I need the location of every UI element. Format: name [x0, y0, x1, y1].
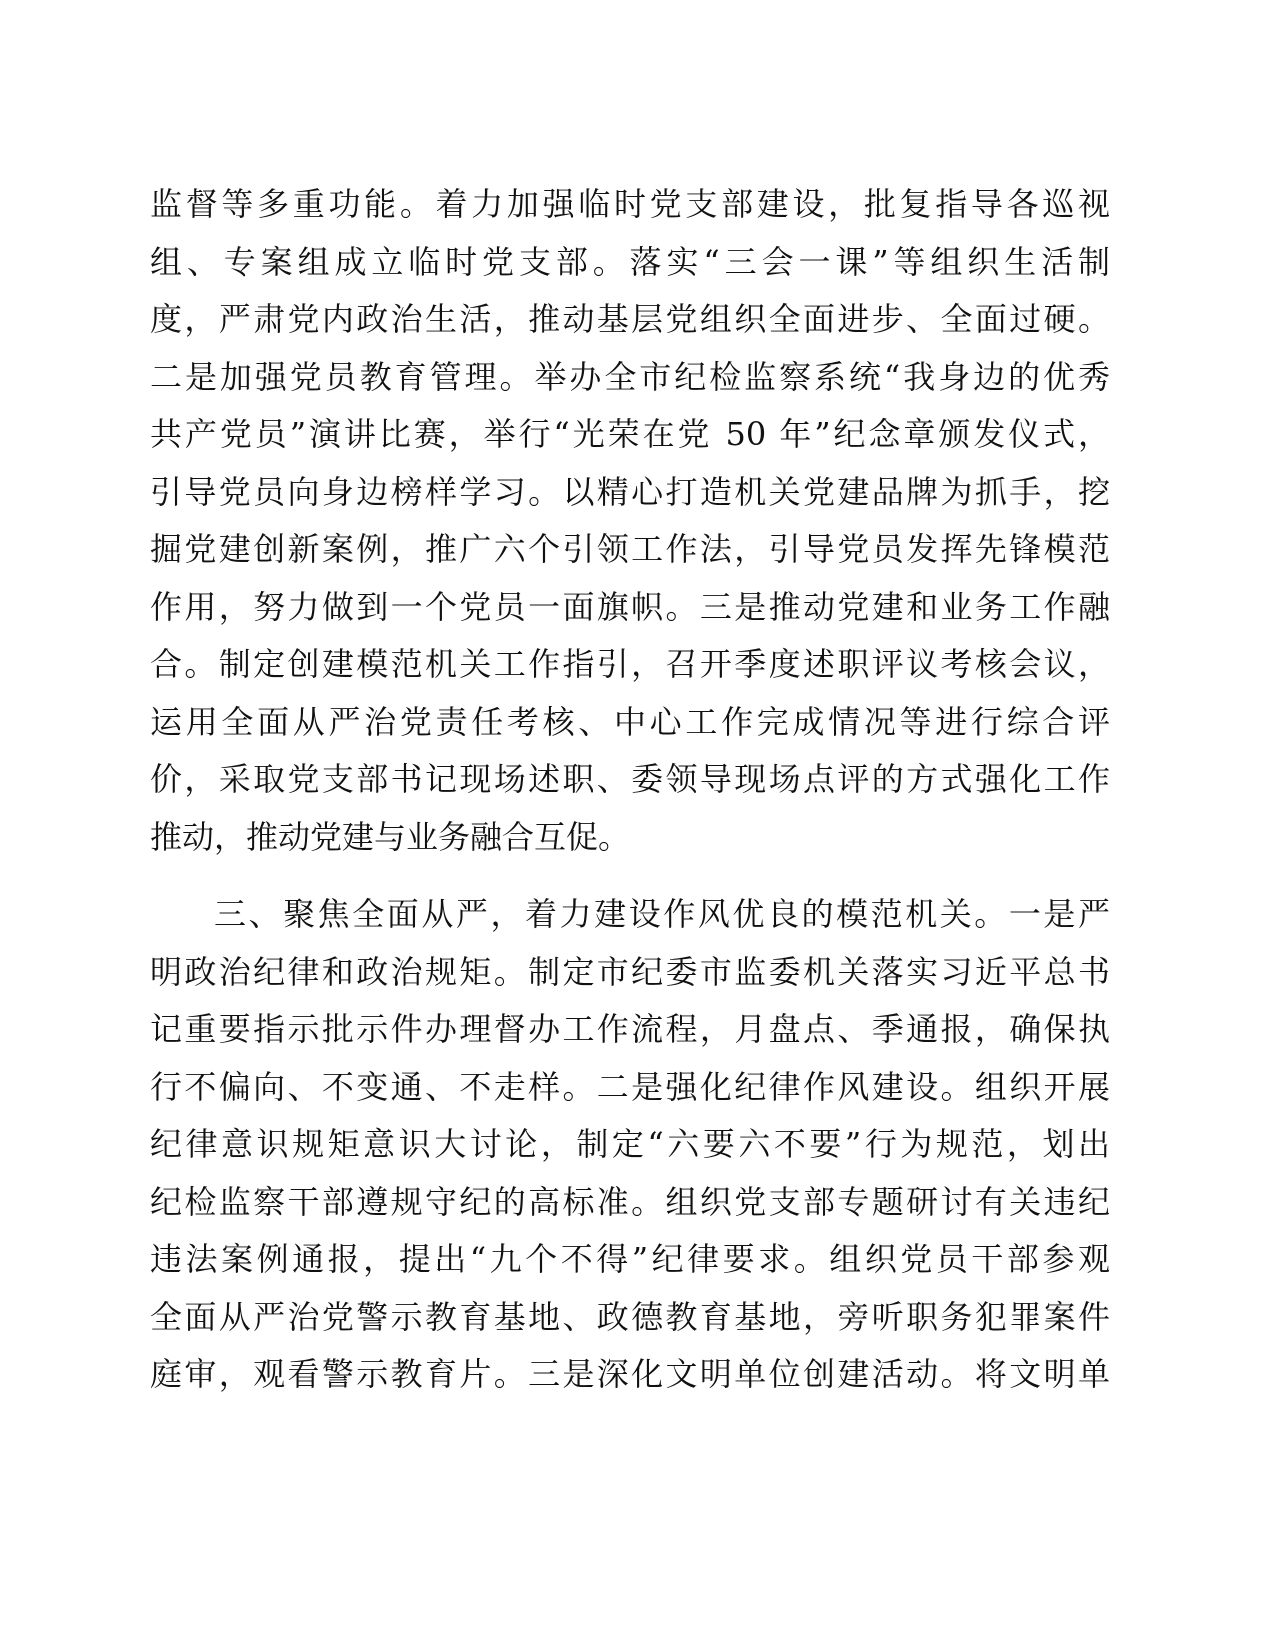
paragraph-party-education [150, 176, 1110, 866]
text-line: 推动，推动党建与业务融合互促。 [150, 817, 631, 856]
text-line: 度，严肃党内政治生活，推动基层党组织全面进步、全面过硬。 [150, 300, 1110, 338]
paragraph-section-three [150, 886, 1110, 1404]
text-line: 纪检监察干部遵规守纪的高标准。组织党支部专题研讨有关违纪 [150, 1182, 1110, 1221]
text-line: 明政治纪律和政治规矩。制定市纪委市监委机关落实习近平总书 [150, 952, 1110, 991]
text-line: 运用全面从严治党责任考核、中心工作完成情况等进行综合评 [150, 702, 1110, 741]
text-line: 庭审，观看警示教育片。三是深化文明单位创建活动。将文明单 [150, 1355, 1110, 1393]
text-line: 组、专案组成立临时党支部。落实“三会一课”等组织生活制 [150, 242, 1110, 281]
section-heading-line: 三、聚焦全面从严，着力建设作风优良的模范机关。一是严 [214, 895, 1110, 933]
text-line: 共产党员”演讲比赛，举行“光荣在党 50 年”纪念章颁发仪式， [150, 415, 1110, 453]
text-line: 价，采取党支部书记现场述职、委领导现场点评的方式强化工作 [150, 760, 1110, 798]
text-line: 纪律意识规矩意识大讨论，制定“六要六不要”行为规范，划出 [150, 1125, 1110, 1163]
text-line: 行不偏向、不变通、不走样。二是强化纪律作风建设。组织开展 [150, 1067, 1110, 1106]
text-line: 监督等多重功能。着力加强临时党支部建设，批复指导各巡视 [150, 185, 1110, 223]
text-line: 记重要指示批示件办理督办工作流程，月盘点、季通报，确保执 [150, 1010, 1110, 1048]
text-line: 二是加强党员教育管理。举办全市纪检监察系统“我身边的优秀 [150, 357, 1110, 396]
text-line: 引导党员向身边榜样学习。以精心打造机关党建品牌为抓手，挖 [150, 472, 1110, 511]
text-line: 合。制定创建模范机关工作指引，召开季度述职评议考核会议， [150, 645, 1110, 683]
text-line: 违法案例通报，提出“九个不得”纪律要求。组织党员干部参观 [150, 1240, 1110, 1278]
text-line: 掘党建创新案例，推广六个引领工作法，引导党员发挥先锋模范 [150, 530, 1110, 568]
text-line: 全面从严治党警示教育基地、政德教育基地，旁听职务犯罪案件 [150, 1297, 1110, 1336]
text-line: 作用，努力做到一个党员一面旗帜。三是推动党建和业务工作融 [150, 587, 1110, 626]
